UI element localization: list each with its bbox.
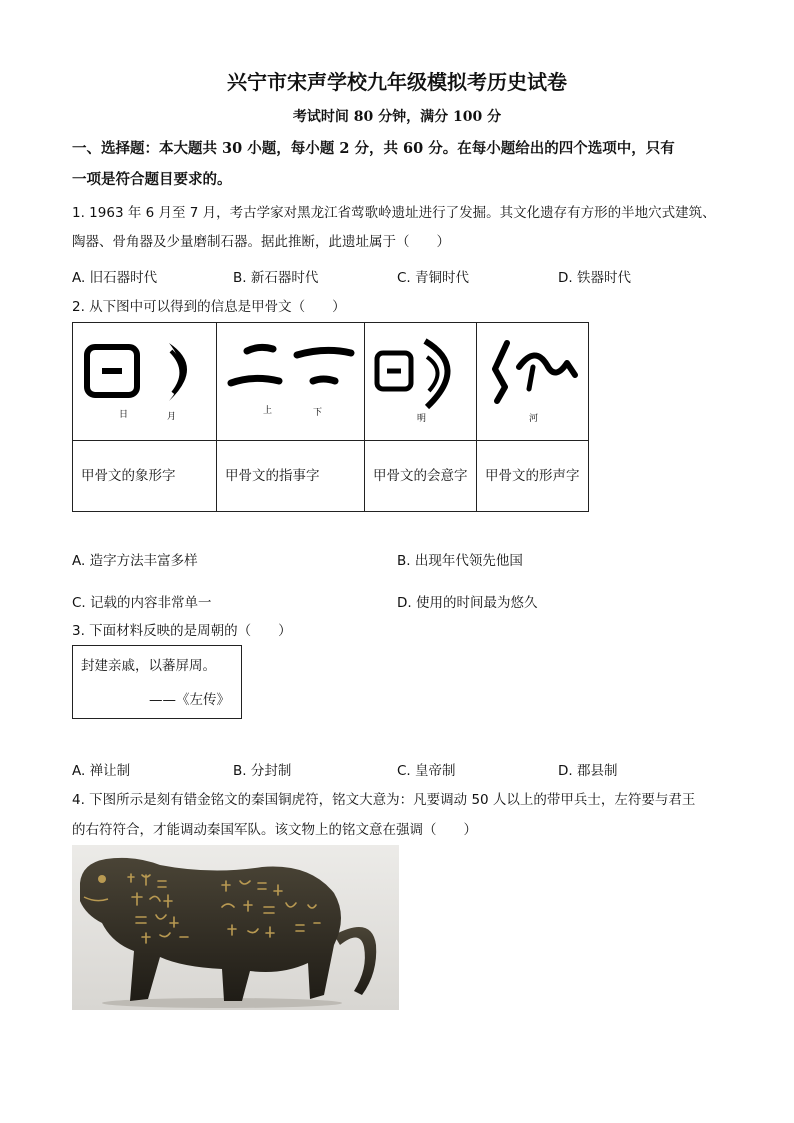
q2-option-a[interactable]: A. 造字方法丰富多样 <box>72 553 198 569</box>
glyph-cell-pictographic <box>73 323 217 441</box>
question-1-stem-line1: 1. 1963 年 6 月至 7 月，考古学家对黑龙江省莺歌岭遗址进行了发掘。其文化遗存有方形的半地穴式建筑、 <box>72 205 716 221</box>
up-down-glyph-icon <box>217 323 364 436</box>
glyph-cell-phonetic <box>477 323 589 441</box>
ming-glyph-icon <box>365 323 476 436</box>
q2-option-b[interactable]: B. 出现年代领先他国 <box>397 553 523 569</box>
glyph-label-shang: 上 <box>263 406 273 416</box>
he-glyph-icon <box>477 323 588 436</box>
source-quote-box <box>72 645 242 719</box>
bronze-tiger-tally-image <box>72 845 399 1010</box>
glyph-cell-ideographic <box>365 323 477 441</box>
q1-option-c[interactable]: C. 青铜时代 <box>397 270 470 286</box>
quote-source: ——《左传》 <box>149 692 230 708</box>
section-heading-line2: 一项是符合题目要求的。 <box>72 171 232 188</box>
caption-phonetic: 甲骨文的形声字 <box>477 441 589 512</box>
caption-ideographic: 甲骨文的会意字 <box>365 441 477 512</box>
glyph-label-xia: 下 <box>313 408 323 418</box>
q3-option-a[interactable]: A. 禅让制 <box>72 763 131 779</box>
question-4-stem-line2: 的右符符合，才能调动秦国军队。该文物上的铭文意在强调（ ） <box>72 822 477 838</box>
section-heading-line1: 一、选择题：本大题共 30 小题，每小题 2 分，共 60 分。在每小题给出的四个选项中，只有 <box>72 140 675 157</box>
glyph-cell-indicative <box>217 323 365 441</box>
oracle-bone-table <box>72 322 589 512</box>
glyph-label-yue: 月 <box>167 412 177 422</box>
q1-option-b[interactable]: B. 新石器时代 <box>233 270 319 286</box>
q1-option-d[interactable]: D. 铁器时代 <box>558 270 631 286</box>
q3-option-b[interactable]: B. 分封制 <box>233 763 292 779</box>
caption-indicative: 甲骨文的指事字 <box>217 441 365 512</box>
q2-option-c[interactable]: C. 记载的内容非常单一 <box>72 595 212 611</box>
caption-pictographic: 甲骨文的象形字 <box>73 441 217 512</box>
q2-option-d[interactable]: D. 使用的时间最为悠久 <box>397 595 538 611</box>
question-1-stem-line2: 陶器、骨角器及少量磨制石器。据此推断，此遗址属于（ ） <box>72 234 450 250</box>
q1-option-a[interactable]: A. 旧石器时代 <box>72 270 158 286</box>
page-title: 兴宁市宋声学校九年级模拟考历史试卷 <box>227 70 567 94</box>
sun-moon-glyph-icon <box>73 323 216 436</box>
q3-option-c[interactable]: C. 皇帝制 <box>397 763 456 779</box>
question-2-stem: 2. 从下图中可以得到的信息是甲骨文（ ） <box>72 299 346 315</box>
glyph-label-ming: 明 <box>417 414 427 424</box>
question-3-stem: 3. 下面材料反映的是周朝的（ ） <box>72 623 292 639</box>
exam-info: 考试时间 80 分钟，满分 100 分 <box>292 109 502 125</box>
q3-option-d[interactable]: D. 郡县制 <box>558 763 618 779</box>
glyph-label-ri: 日 <box>119 410 129 420</box>
glyph-label-he: 河 <box>529 414 539 424</box>
quote-text: 封建亲戚，以蕃屏周。 <box>81 658 216 674</box>
question-4-stem-line1: 4. 下图所示是刻有错金铭文的秦国铜虎符，铭文大意为：凡要调动 50 人以上的带甲兵士，左符要与君王 <box>72 792 696 808</box>
